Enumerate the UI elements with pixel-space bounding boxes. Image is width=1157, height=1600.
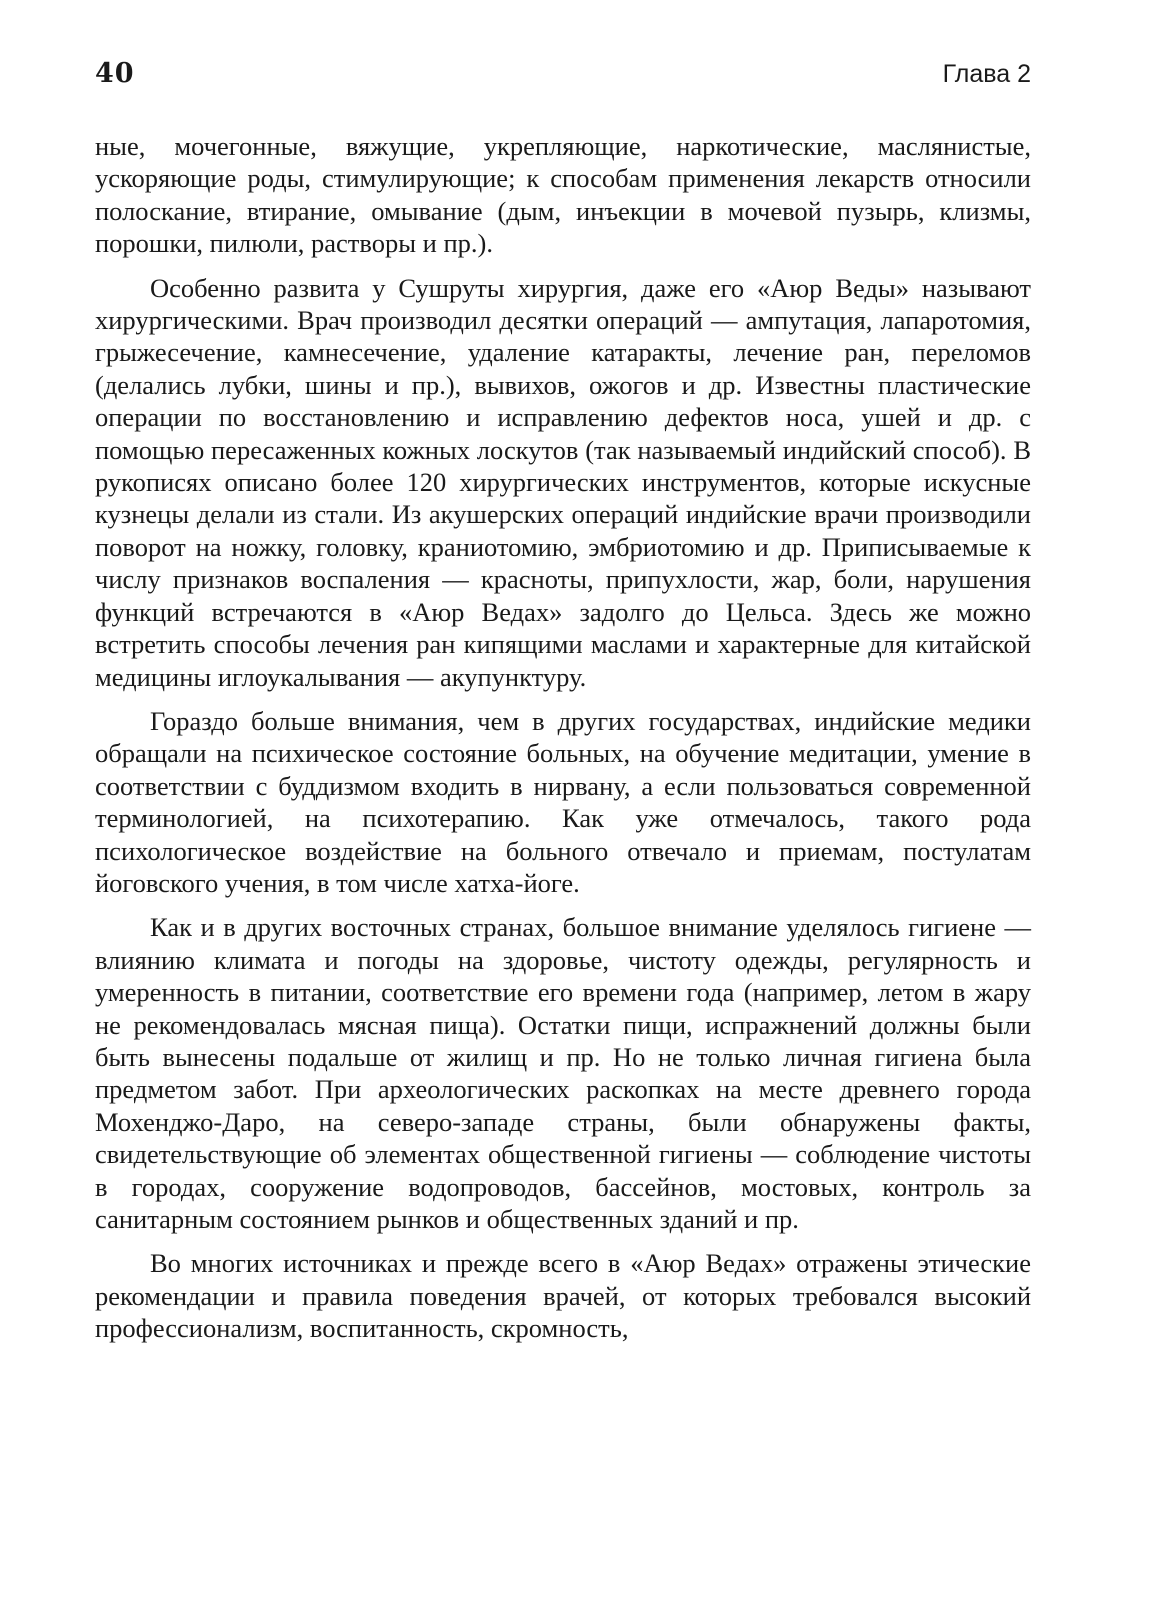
paragraph-hygiene: Как и в других восточных странах, большое внимание уделялось гигиене — влиянию климата и погоды на здоровье, чистоту одежды, регулярность и умеренность в питании, соответствие его времени года (например, летом в жару не рекомендовалась мясная пища). Остатки пищи, испражнений должны были быть вынесены подальше от жилищ и пр. Но не только личная гигиена была предметом забот. При археологических раскопках на месте древнего города Мохенджо-Даро, на северо-западе страны, были обнаружены факты, свидетельствующие об элементах общественной гигиены — соблюдение чистоты в городах, сооружение водопроводов, бассейнов, мостовых, контроль за санитарным состоянием рынков и общественных зданий и пр. <box>95 912 1031 1234</box>
page-header <box>95 58 1031 98</box>
paragraph-ethics: Во многих источниках и прежде всего в «Аюр Ведах» отражены этические рекомендации и правила поведения врачей, от которых требовался высокий профессионализм, воспитанность, скромность, <box>95 1248 1031 1344</box>
paragraph-surgery: Особенно развита у Сушруты хирургия, даже его «Аюр Веды» называют хирургическими. Врач производил десятки операций — ампутация, лапаротомия, грыжесечение, камнесечение, удаление катаракты, лечение ран, переломов (делались лубки, шины и пр.), вывихов, ожогов и др. Известны пластические операции по восстановлению и исправлению дефектов носа, ушей и др. с помощью пересаженных кожных лоскутов (так называемый индийский способ). В рукописях описано более 120 хирургических инструментов, которые искусные кузнецы делали из стали. Из акушерских операций индийские врачи производили поворот на ножку, головку, краниотомию, эмбриотомию и др. Приписываемые к числу признаков воспаления — красноты, припухлости, жар, боли, нарушения функций встречаются в «Аюр Ведах» задолго до Цельса. Здесь же можно встретить способы лечения ран кипящими маслами и характерные для китайской медицины иглоукалывания — акупунктуру. <box>95 272 1031 692</box>
page-number: 40 <box>95 58 135 89</box>
body-text <box>95 130 1031 1345</box>
paragraph-psychology: Гораздо больше внимания, чем в других государствах, индийские медики обращали на психическое состояние больных, на обучение медитации, умение в соответствии с буддизмом входить в нирвану, а если пользоваться современной терминологией, на психотерапию. Как уже отмечалось, такого рода психологическое воздействие на больного отвечало и приемам, постулатам йоговского учения, в том числе хатха-йоге. <box>95 705 1031 898</box>
paragraph-continuation: ные, мочегонные, вяжущие, укрепляющие, наркотические, маслянистые, ускоряющие роды, стимулирующие; к способам применения лекарств относили полоскание, втирание, омывание (дым, инъекции в мочевой пузырь, клизмы, порошки, пилюли, растворы и пр.). <box>95 131 1031 259</box>
running-head: Глава 2 <box>942 60 1031 88</box>
